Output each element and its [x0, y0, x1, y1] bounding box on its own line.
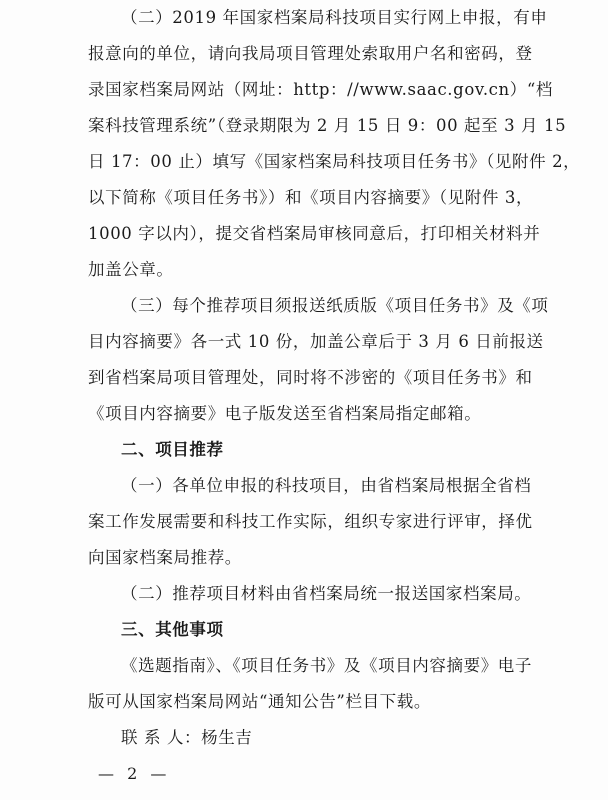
paragraph-line: 版可从国家档案局网站“通知公告”栏目下载。 [88, 692, 431, 711]
contact-line: 联 系 人：杨生吉 [121, 728, 253, 747]
paragraph-line: 加盖公章。 [88, 260, 174, 279]
paragraph-line: 录国家档案局网站（网址：http：//www.saac.gov.cn）“档 [88, 80, 553, 99]
section-heading: 三、其他事项 [121, 620, 224, 639]
paragraph-line: 案科技管理系统”（登录期限为 2 月 15 日 9：00 起至 3 月 15 [88, 116, 567, 135]
section-heading: 二、项目推荐 [121, 440, 224, 459]
paragraph-line: （三）每个推荐项目须报送纸质版《项目任务书》及《项 [121, 296, 549, 315]
page-number: — 2 — [98, 764, 171, 783]
paragraph-line: 日 17：00 止）填写《国家档案局科技项目任务书》（见附件 2， [88, 152, 581, 171]
paragraph-line: 目内容摘要》各一式 10 份，加盖公章后于 3 月 6 日前报送 [88, 332, 544, 351]
paragraph-line: 《项目内容摘要》电子版发送至省档案局指定邮箱。 [88, 404, 482, 423]
paragraph-line: 报意向的单位，请向我局项目管理处索取用户名和密码，登 [88, 44, 533, 63]
paragraph-line: 以下简称《项目任务书》）和《项目内容摘要》（见附件 3， [88, 188, 534, 207]
paragraph-line: 1000 字以内），提交省档案局审核同意后，打印相关材料并 [88, 224, 541, 243]
paragraph-line: （二）2019 年国家档案局科技项目实行网上申报，有申 [121, 8, 548, 27]
paragraph-line: （二）推荐项目材料由省档案局统一报送国家档案局。 [121, 584, 532, 603]
paragraph-line: （一）各单位申报的科技项目，由省档案局根据全省档 [121, 476, 532, 495]
paragraph-line: 向国家档案局推荐。 [88, 548, 242, 567]
paragraph-line: 案工作发展需要和科技工作实际，组织专家进行评审，择优 [88, 512, 533, 531]
paragraph-line: 到省档案局项目管理处，同时将不涉密的《项目任务书》和 [88, 368, 533, 387]
paragraph-line: 《选题指南》、《项目任务书》及《项目内容摘要》电子 [121, 656, 532, 675]
